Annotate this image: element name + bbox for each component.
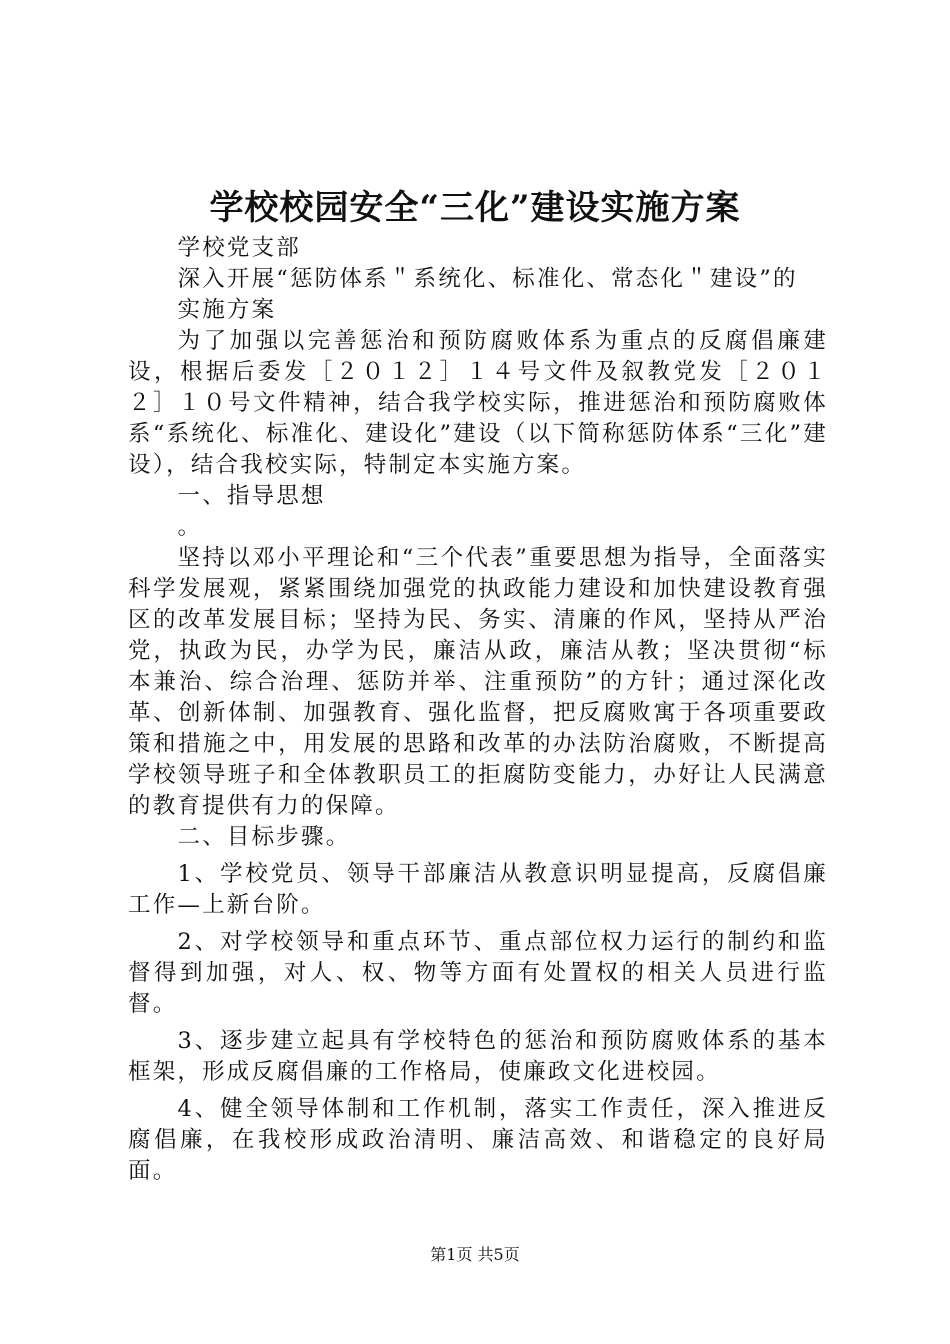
goal-item-2: 2、对学校领导和重点环节、重点部位权力运行的制约和监督得到加强，对人、权、物等方面有处置权的相关人员进行监督。 — [128, 929, 828, 1017]
paragraph-subtitle: 深入开展“惩防体系＂系统化、标准化、常态化＂建设”的 — [177, 266, 798, 292]
page-footer: 第1页 共5页 — [430, 1245, 520, 1264]
goal-item-3: 3、逐步建立起具有学校特色的惩治和预防腐败体系的基本框架，形成反腐倡廉的工作格局，使廉政文化进校园。 — [128, 1028, 828, 1085]
paragraph-intro: 为了加强以完善惩治和预防腐败体系为重点的反腐倡廉建设，根据后委发［２０１２］１４号文件及叙教党发［２０１２］１０号文件精神，结合我学校实际，推进惩治和预防腐败体系“系统化、标准化、建设化”建设（以下简称惩防体系“三化”建设），结合我校实际，特制定本实施方案。 — [128, 328, 828, 478]
paragraph-subtitle-cont: 实施方案 — [177, 297, 277, 323]
document-body — [128, 233, 828, 1187]
goal-item-4: 4、健全领导体制和工作机制，落实工作责任，深入推进反腐倡廉，在我校形成政治清明、廉洁高效、和谐稳定的良好局面。 — [128, 1096, 828, 1184]
paragraph-author: 学校党支部 — [177, 235, 302, 261]
paragraph-guiding-thought: 坚持以邓小平理论和“三个代表”重要思想为指导，全面落实科学发展观，紧紧围绕加强党的执政能力建设和加快建设教育强区的改革发展目标；坚持为民、务实、清廉的作风，坚持从严治党，执政为民，办学为民，廉洁从政，廉洁从教；坚决贯彻“标本兼治、综合治理、惩防并举、注重预防”的方针；通过深化改革、创新体制、加强教育、强化监督，把反腐败寓于各项重要政策和措施之中，用发展的思路和改革的办法防治腐败，不断提高学校领导班子和全体教职员工的拒腐防变能力，办好让人民满意的教育提供有力的保障。 — [128, 545, 828, 819]
paragraph-stray-mark: 。 — [177, 514, 203, 540]
section-heading-goals: 二、目标步骤。 — [177, 824, 351, 850]
goal-item-1: 1、学校党员、领导干部廉洁从教意识明显提高，反腐倡廉工作—上新台阶。 — [128, 861, 828, 918]
section-heading-guiding-thought: 一、指导思想 — [177, 483, 326, 509]
document-title: 学校校园安全“三化”建设实施方案 — [209, 188, 741, 228]
